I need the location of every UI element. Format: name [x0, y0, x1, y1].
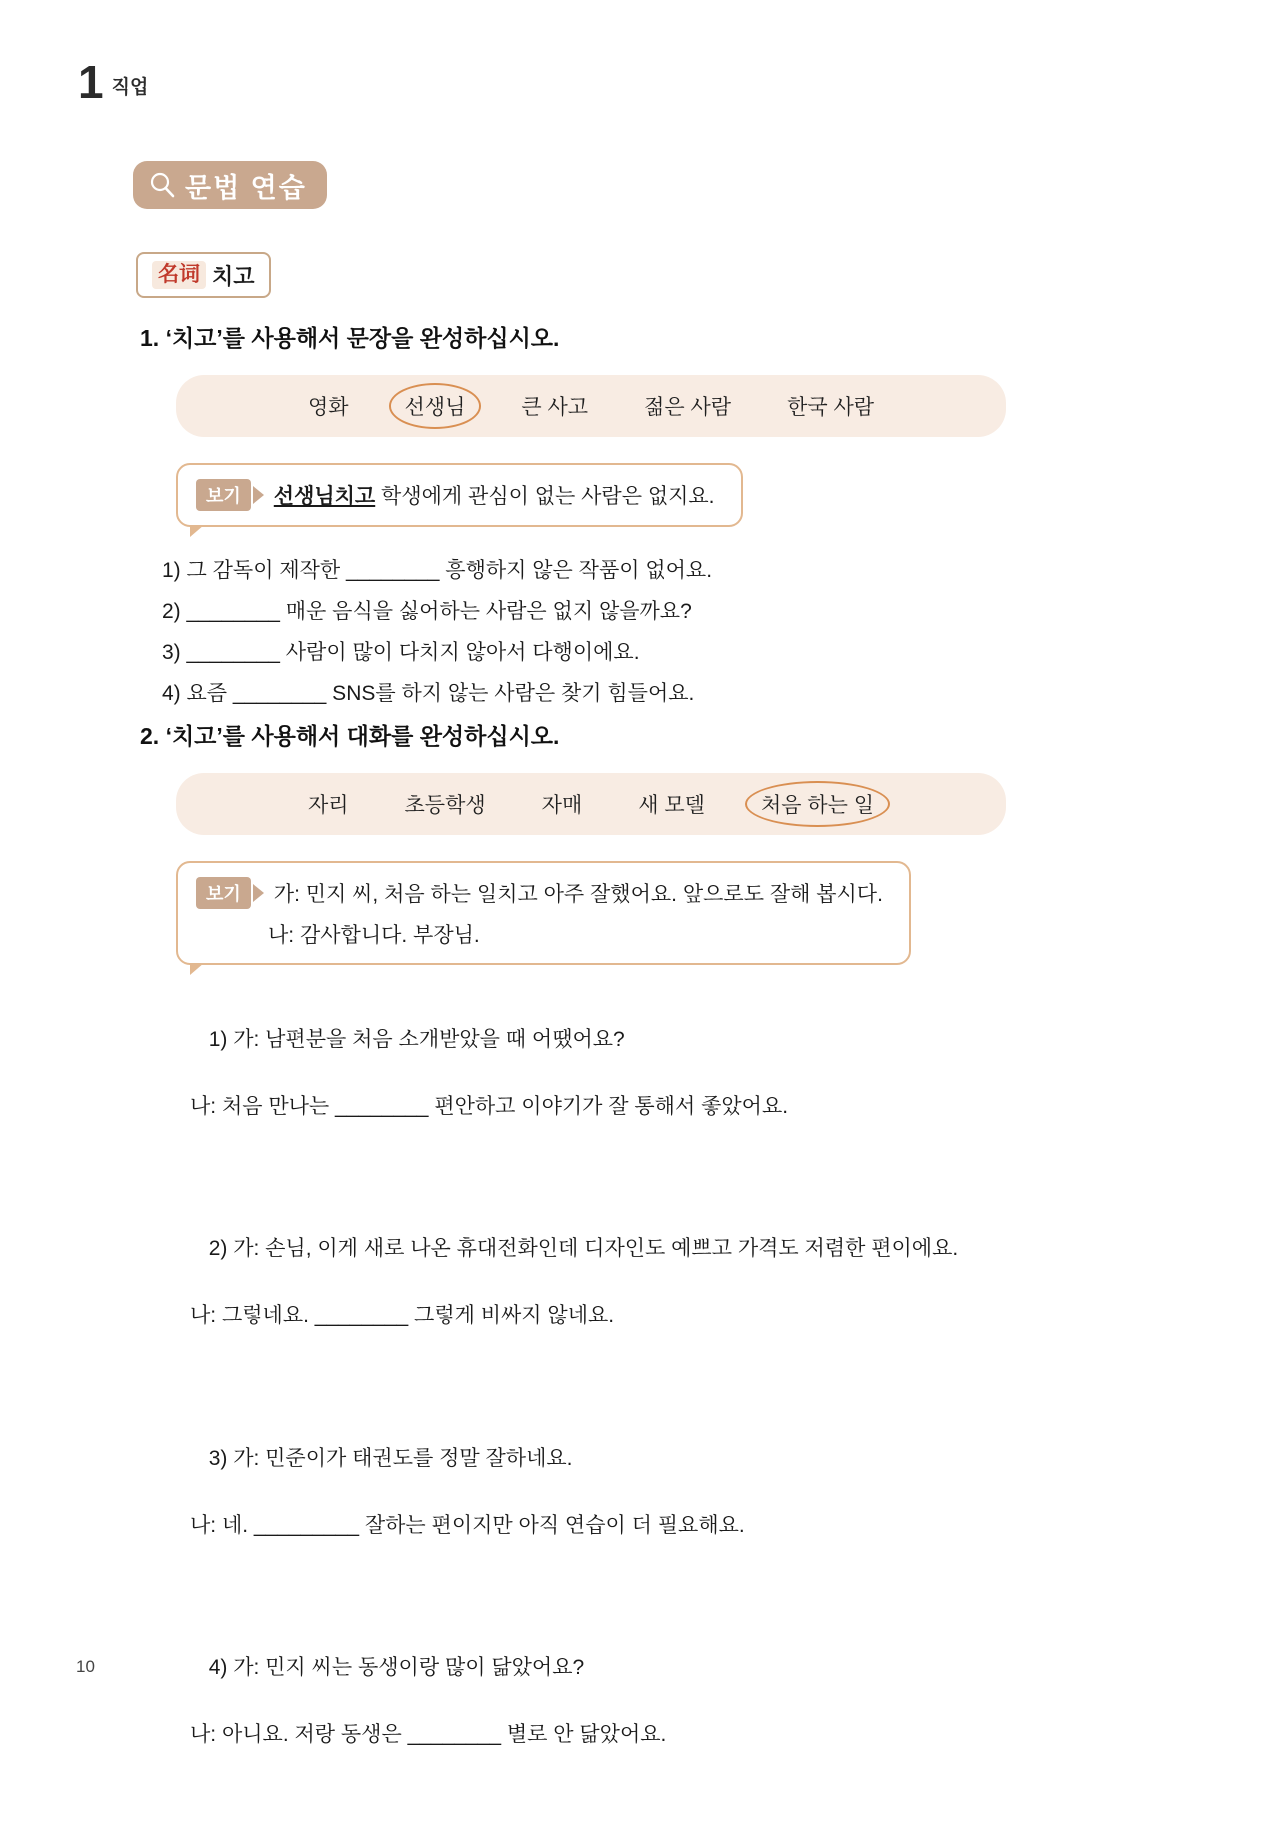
question-item: 1) 그 감독이 제작한 ________ 흥행하지 않은 작품이 없어요. — [162, 559, 713, 582]
page-number: 10 — [76, 1657, 95, 1676]
question-item: 4) 요즘 ________ SNS를 하지 않는 사람은 찾기 힘들어요. — [162, 681, 695, 705]
dialog-item — [162, 1618, 1150, 1820]
dialog-item — [162, 1408, 1150, 1610]
exercise-1-questions — [162, 551, 1150, 715]
exercise-1-title: 1. ‘치고’를 사용해서 문장을 완성하십시오. — [140, 325, 560, 351]
example-tag: 보기 — [196, 877, 251, 909]
dialog-line-b: 나: 처음 만나는 ________ 편안하고 이야기가 잘 통해서 좋았어요. — [190, 1094, 789, 1118]
dialog-line-a: 2) 가: 손님, 이게 새로 나온 휴대전화인데 디자인도 예쁘고 가격도 저렴한 편이에요. — [208, 1237, 959, 1261]
exercise-1 — [140, 320, 1150, 715]
dialog-line-a: 4) 가: 민지 씨는 동생이랑 많이 닮았어요? — [208, 1656, 585, 1680]
dialog-line-a: 1) 가: 남편분을 처음 소개받았을 때 어땠어요? — [208, 1027, 625, 1051]
word-bank-item-circled: 선생님 — [377, 391, 494, 421]
example-rest: 학생에게 관심이 없는 사람은 없지요. — [375, 485, 715, 508]
example-line-2: 나: 감사합니다. 부장님. — [268, 924, 480, 947]
section-label: 문법 연습 — [185, 172, 307, 203]
dialog-line-b: 나: 네. _________ 잘하는 편이지만 아직 연습이 더 필요해요. — [190, 1513, 745, 1537]
example-text — [274, 485, 715, 508]
word-bank-item: 한국 사람 — [787, 396, 875, 419]
word-bank-item: 젊은 사람 — [644, 396, 732, 419]
dialog-line-b: 나: 아니요. 저랑 동생은 ________ 별로 안 닮았어요. — [190, 1723, 667, 1747]
grammar-point-box — [136, 252, 271, 298]
exercise-2-title: 2. ‘치고’를 사용해서 대화를 완성하십시오. — [140, 723, 560, 749]
word-bank-item: 영화 — [307, 396, 349, 419]
word-bank-item: 새 모델 — [638, 794, 705, 817]
dialog-line-b: 나: 그렇네요. ________ 그렇게 비싸지 않네요. — [190, 1304, 615, 1328]
exercise-1-example-box — [176, 463, 743, 527]
example-tag-arrow-icon — [253, 884, 264, 902]
magnifier-icon — [143, 166, 181, 204]
example-bold-phrase: 처음 하는 일치고 — [384, 883, 538, 906]
word-bank-item: 큰 사고 — [521, 396, 589, 419]
exercise-2 — [140, 718, 1150, 1827]
example-line-1 — [196, 877, 883, 909]
chapter-number: 1 — [78, 56, 104, 108]
example-line-1-post: 아주 잘했어요. 앞으로도 잘해 봅시다. — [537, 883, 883, 906]
question-item: 2) ________ 매운 음식을 싫어하는 사람은 없지 않을까요? — [162, 599, 692, 623]
word-bank-item: 자매 — [541, 794, 583, 817]
grammar-point-text: 치고 — [212, 263, 255, 289]
chapter-header — [78, 56, 149, 108]
dialog-line-a: 3) 가: 민준이가 태권도를 정말 잘하네요. — [208, 1446, 573, 1470]
chapter-title: 직업 — [111, 77, 149, 99]
exercise-2-example-box — [176, 861, 911, 965]
example-tag: 보기 — [196, 479, 251, 511]
example-bold-phrase: 선생님치고 — [273, 485, 376, 508]
dialog-item — [162, 989, 1150, 1191]
dialog-item — [162, 1199, 1150, 1401]
grammar-point-tag: 名词 — [152, 261, 206, 288]
example-line-1-pre: 가: 민지 씨, — [273, 883, 385, 906]
example-tag-arrow-icon — [253, 486, 264, 504]
exercise-1-word-bank — [176, 375, 1006, 437]
exercise-2-word-bank — [176, 773, 1006, 835]
question-item: 3) ________ 사람이 많이 다치지 않아서 다행이에요. — [162, 640, 640, 664]
section-badge — [133, 161, 327, 209]
word-bank-item: 자리 — [307, 794, 349, 817]
word-bank-item-circled: 처음 하는 일 — [733, 789, 902, 819]
word-bank-item: 초등학생 — [404, 794, 486, 817]
exercise-2-dialogs — [162, 989, 1150, 1819]
